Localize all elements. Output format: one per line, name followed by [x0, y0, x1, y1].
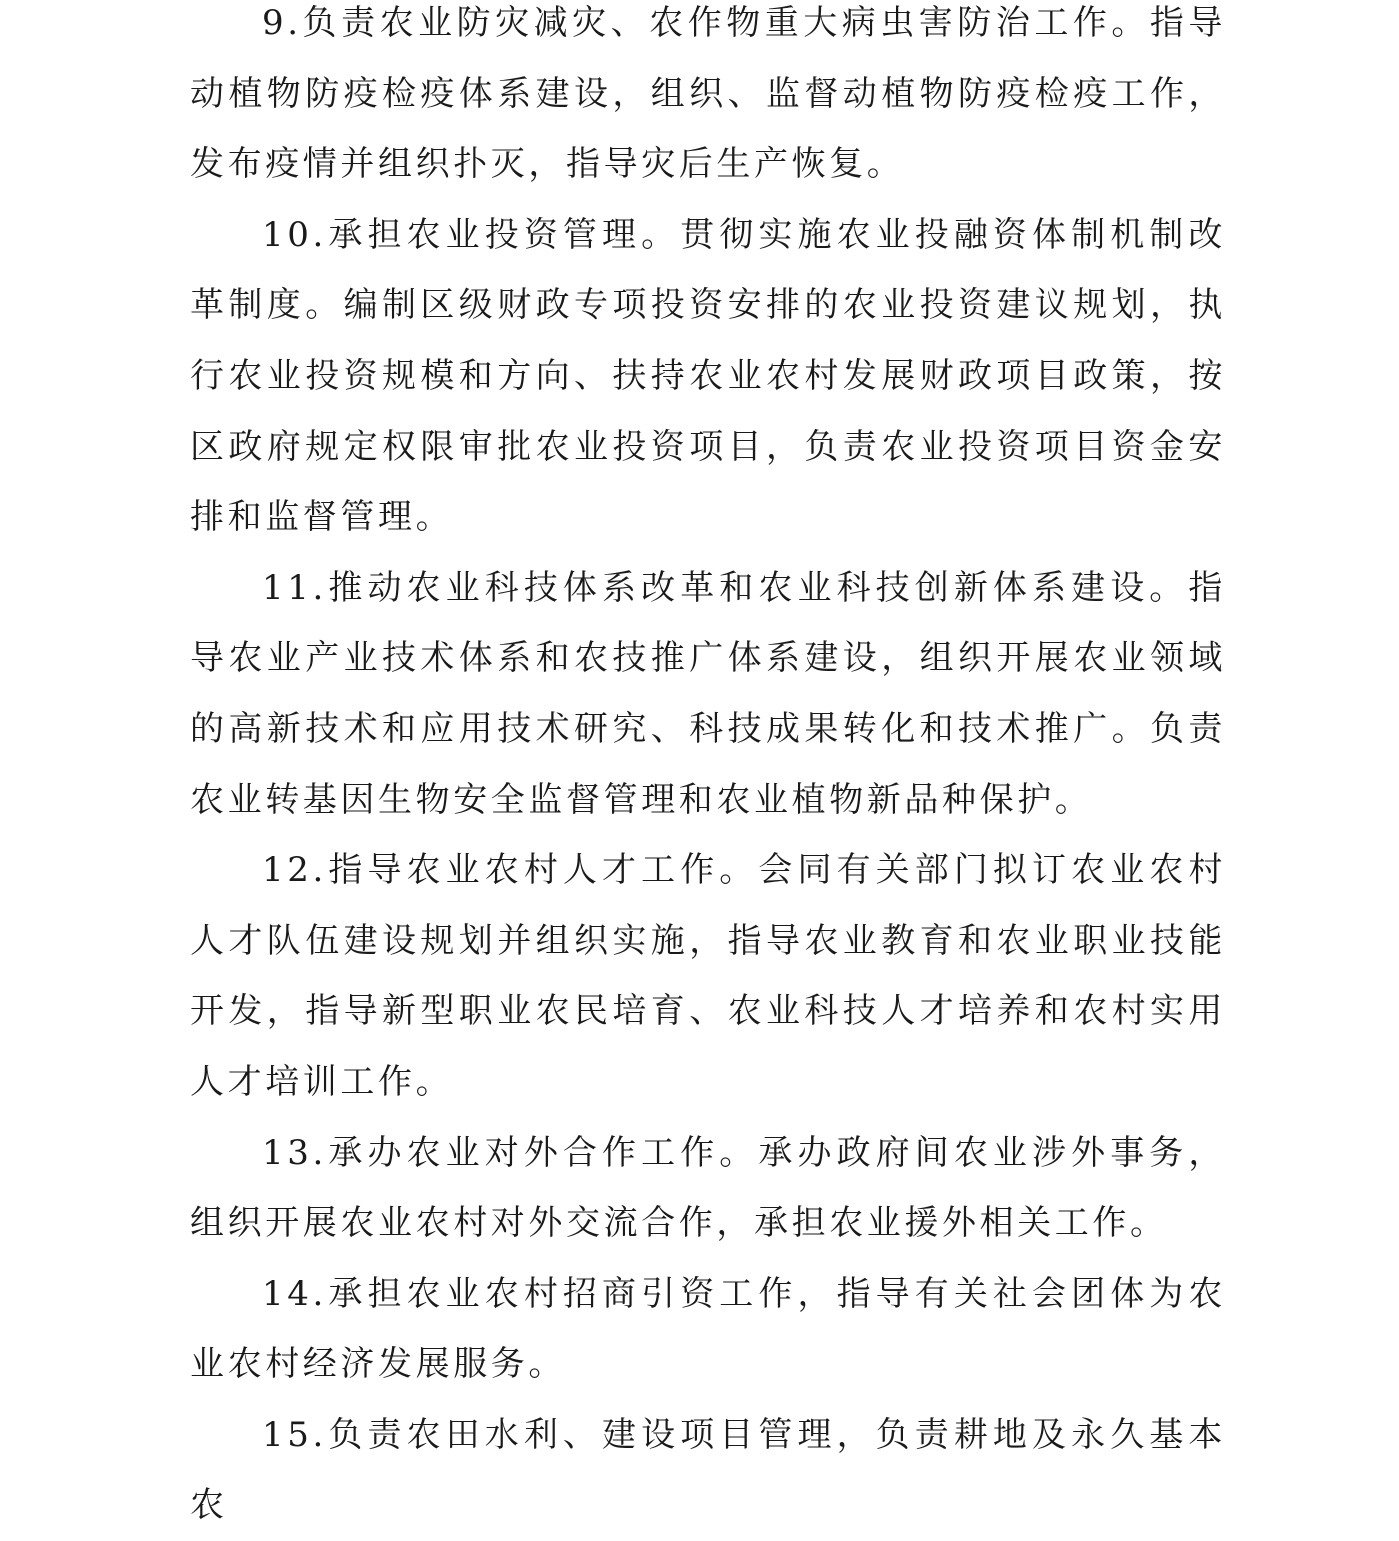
paragraph-item-10: 10.承担农业投资管理。贯彻实施农业投融资体制机制改革制度。编制区级财政专项投资安排的农业投资建议规划，执行农业投资规模和方向、扶持农业农村发展财政项目政策，按区政府规定权限审批农业投资项目，负责农业投资项目资金安排和监督管理。: [190, 214, 1226, 538]
paragraph-item-13: 13.承办农业对外合作工作。承办政府间农业涉外事务，组织开展农业农村对外交流合作，承担农业援外相关工作。: [190, 1132, 1226, 1244]
paragraph-item-9: 9.负责农业防灾减灾、农作物重大病虫害防治工作。指导动植物防疫检疫体系建设，组织、监督动植物防疫检疫工作，发布疫情并组织扑灭，指导灾后生产恢复。: [190, 3, 1226, 185]
paragraph-item-14: 14.承担农业农村招商引资工作，指导有关社会团体为农业农村经济发展服务。: [190, 1273, 1226, 1385]
paragraph-item-15: 15.负责农田水利、建设项目管理，负责耕地及永久基本农: [190, 1414, 1226, 1526]
paragraph-item-12: 12.指导农业农村人才工作。会同有关部门拟订农业农村人才队伍建设规划并组织实施，指导农业教育和农业职业技能开发，指导新型职业农民培育、农业科技人才培养和农村实用人才培训工作。: [190, 850, 1226, 1102]
paragraph-item-11: 11.推动农业科技体系改革和农业科技创新体系建设。指导农业产业技术体系和农技推广体系建设，组织开展农业领域的高新技术和应用技术研究、科技成果转化和技术推广。负责农业转基因生物安全监督管理和农业植物新品种保护。: [190, 567, 1226, 820]
document-body: [190, 0, 1226, 1541]
